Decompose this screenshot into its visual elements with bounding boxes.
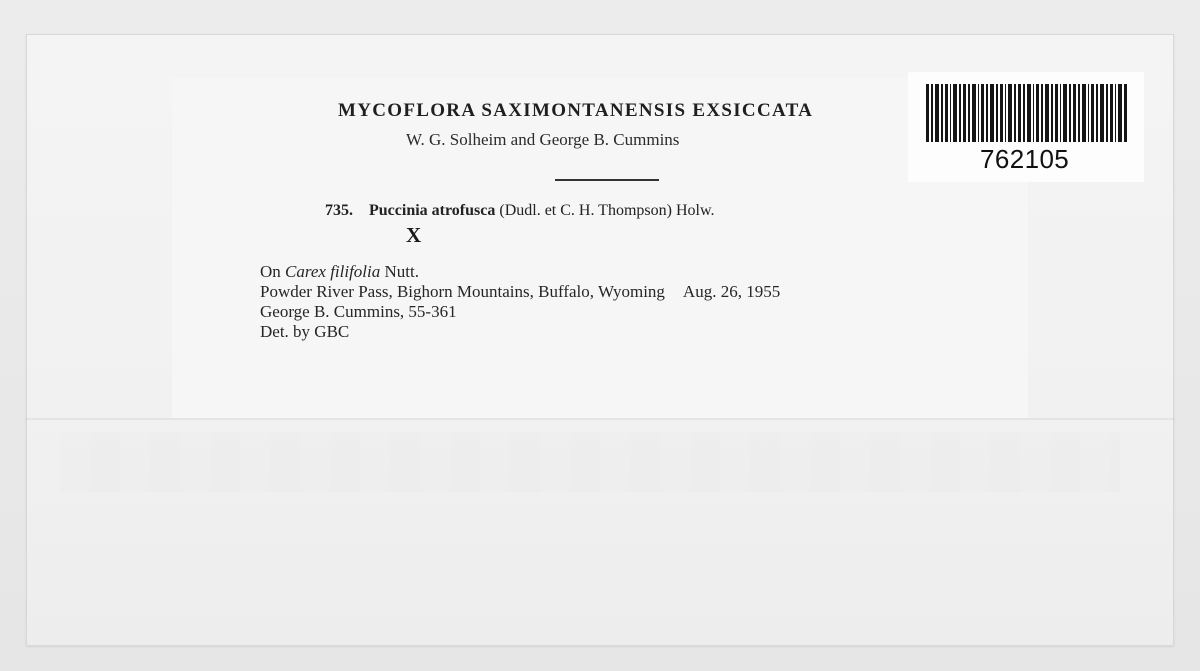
handwritten-mark: X bbox=[406, 223, 422, 247]
exsiccata-number: 735. bbox=[325, 202, 353, 219]
envelope-lower-section bbox=[60, 432, 1120, 492]
host-name: Carex filifolia bbox=[285, 262, 381, 281]
locality: Powder River Pass, Bighorn Mountains, Buffalo, Wyoming bbox=[260, 282, 665, 301]
barcode-label bbox=[908, 72, 1144, 182]
species-name: Puccinia atrofusca bbox=[369, 202, 496, 219]
collector-number: George B. Cummins, 55-361 bbox=[260, 302, 457, 321]
host-authority: Nutt. bbox=[380, 262, 419, 281]
host-prefix: On bbox=[260, 262, 286, 281]
collection-authors: W. G. Solheim and George B. Cummins bbox=[406, 130, 680, 149]
collection-title: MYCOFLORA SAXIMONTANENSIS EXSICCATA bbox=[338, 100, 814, 121]
collection-date: Aug. 26, 1955 bbox=[682, 282, 781, 301]
collection-details bbox=[260, 262, 780, 342]
host-line bbox=[260, 262, 780, 282]
barcode-graphic bbox=[926, 84, 1128, 142]
envelope-fold-line bbox=[26, 418, 1174, 420]
species-entry bbox=[325, 202, 714, 220]
divider-rule bbox=[555, 179, 659, 181]
specimen-label bbox=[172, 78, 1028, 418]
locality-line bbox=[260, 282, 780, 302]
species-authority: (Dudl. et C. H. Thompson) Holw. bbox=[499, 202, 715, 219]
barcode-number: 762105 bbox=[980, 144, 1070, 174]
determiner: Det. by GBC bbox=[260, 322, 350, 341]
